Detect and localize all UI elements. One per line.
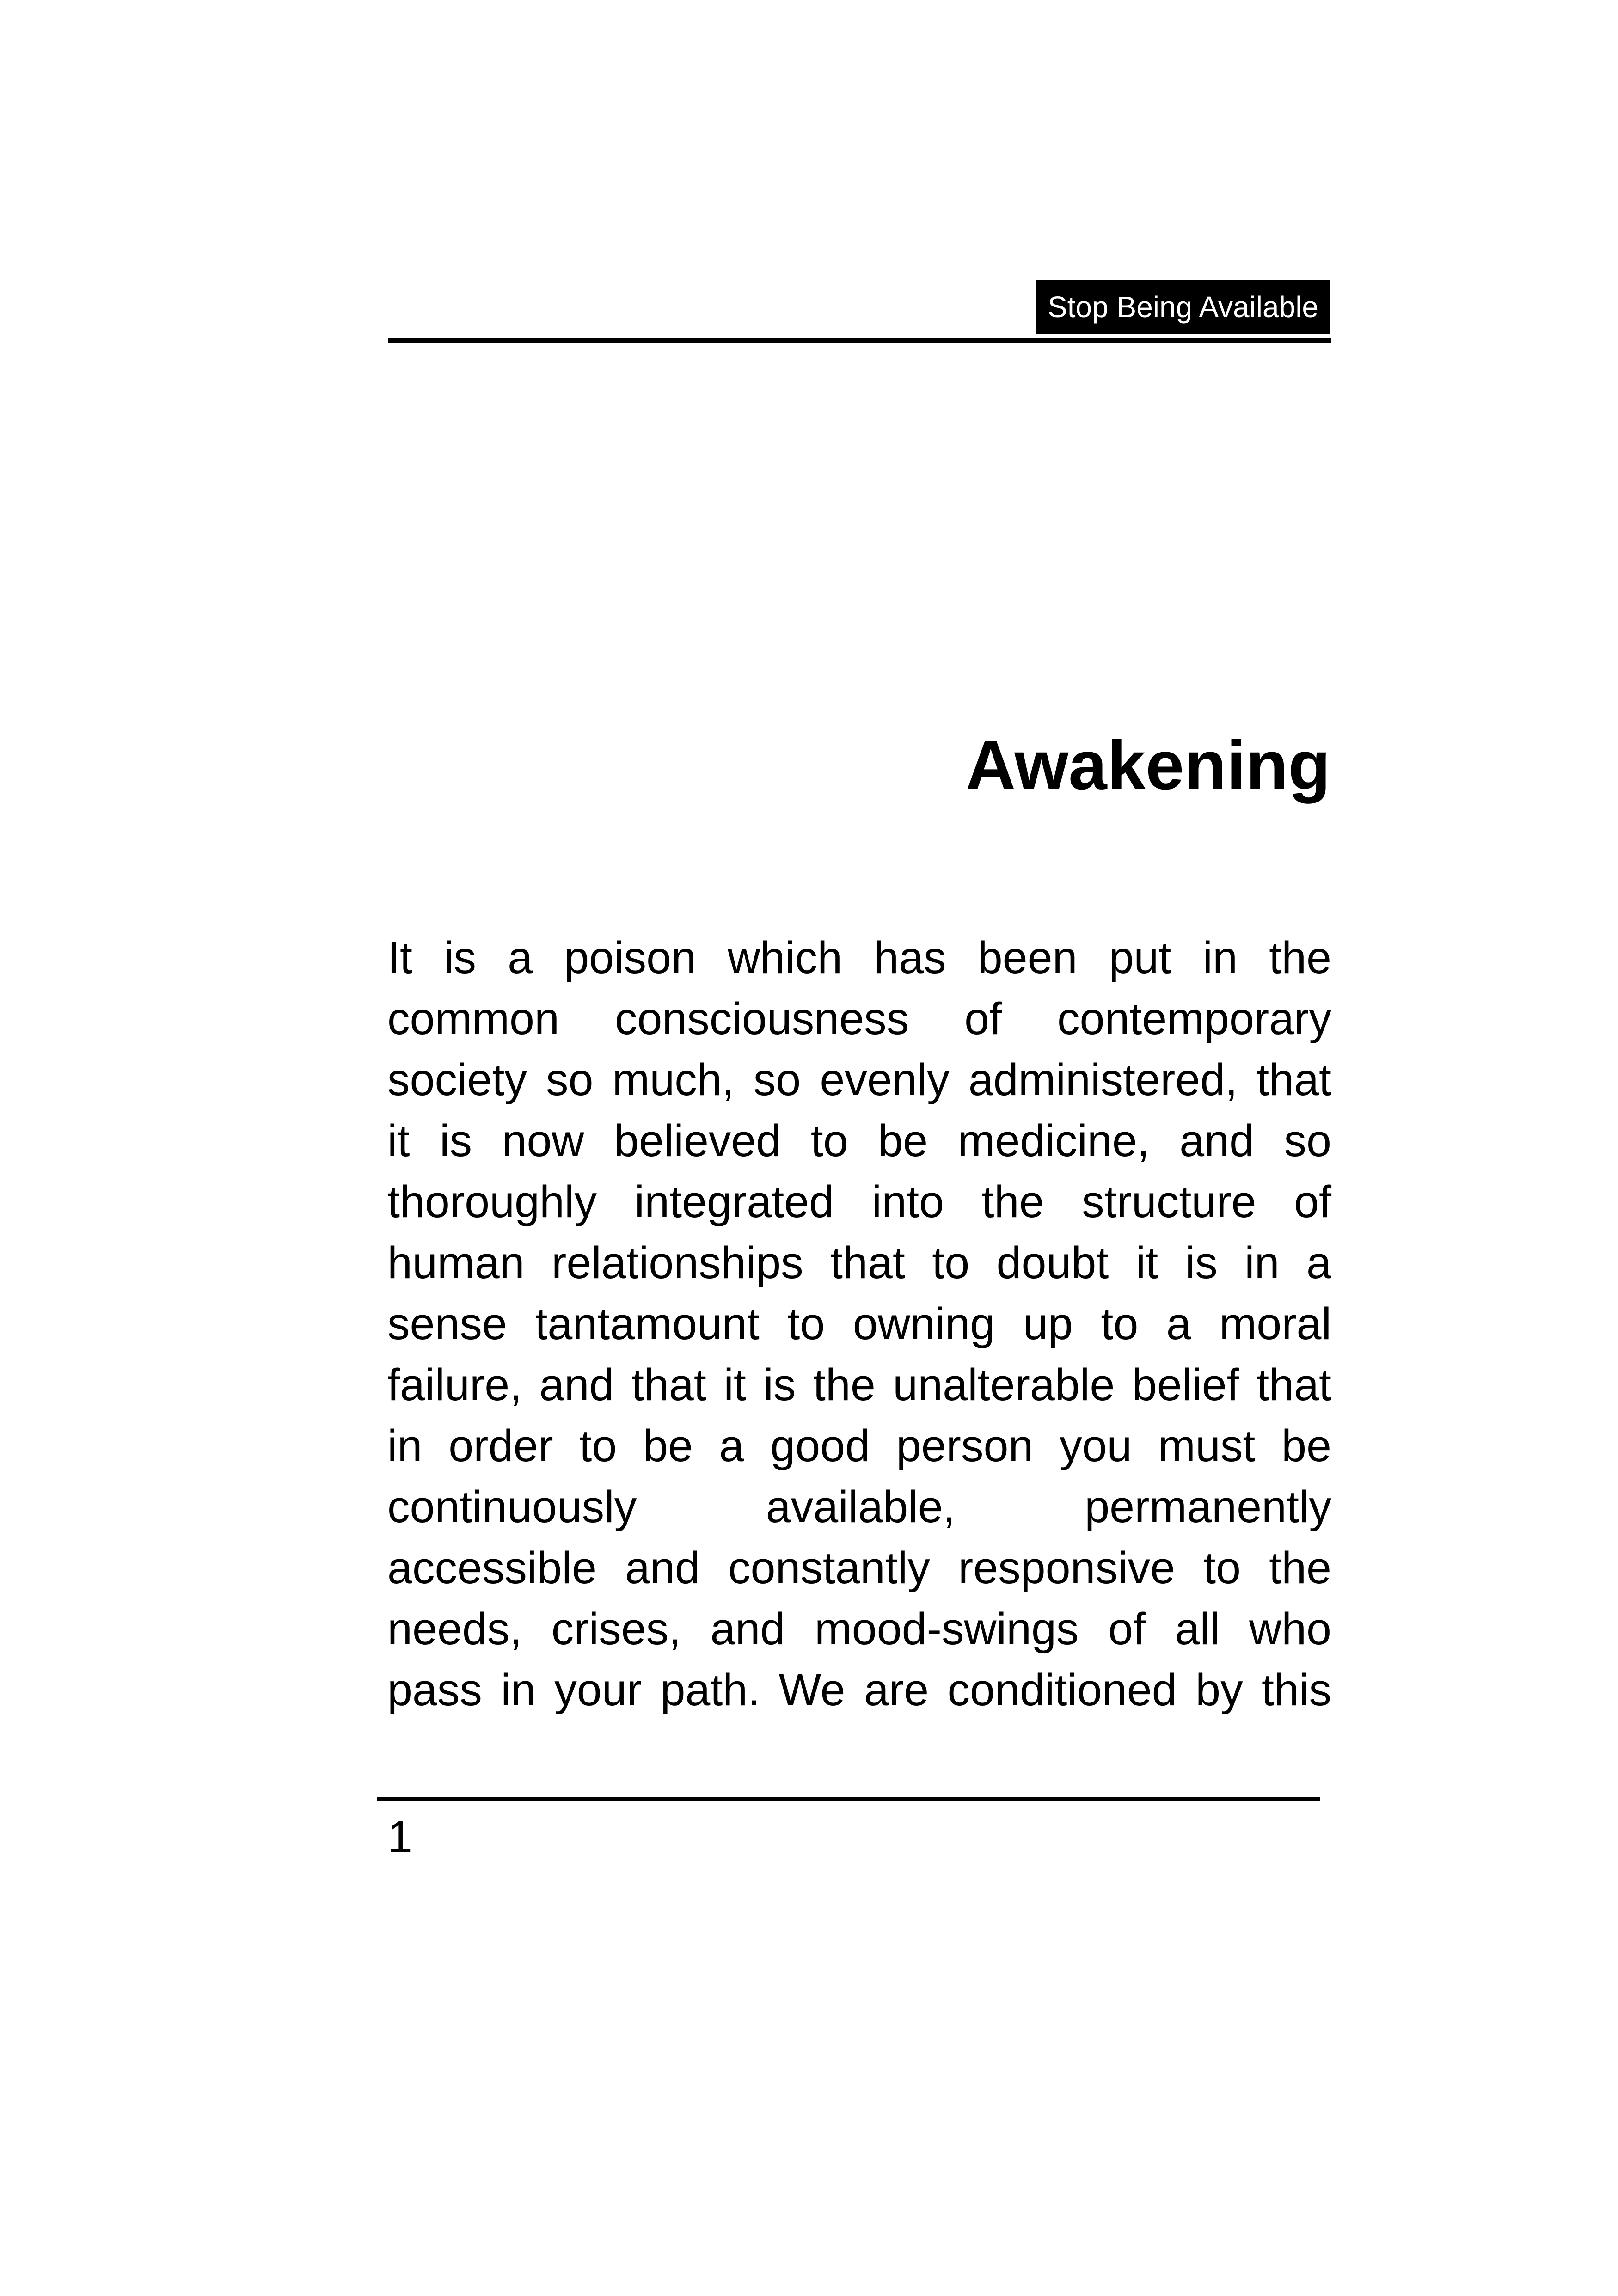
body-line: sense tantamount to owning up to a moral [387,1298,1331,1349]
body-line: needs, crises, and mood-swings of all who [387,1604,1331,1654]
header-rule [388,338,1331,343]
body-line: failure, and that it is the unalterable belief that [387,1359,1331,1410]
body-paragraph [387,927,1331,1720]
body-line: continuously available, permanently [387,1482,1331,1532]
body-line: human relationships that to doubt it is in a [387,1237,1331,1288]
body-line: thoroughly integrated into the structure of [387,1176,1331,1227]
body-line: it is now believed to be medicine, and so [387,1115,1331,1166]
chapter-title: Awakening [965,726,1330,804]
body-line: society so much, so evenly administered, that [387,1054,1331,1105]
body-line: common consciousness of contemporary [387,993,1331,1044]
body-line: in order to be a good person you must be [387,1420,1331,1471]
body-line: accessible and constantly responsive to the [387,1543,1331,1593]
footer-rule [377,1797,1320,1801]
body-line: It is a poison which has been put in the [387,932,1331,983]
page-number: 1 [387,1812,412,1862]
running-header-label: Stop Being Available [1036,280,1330,334]
body-line: pass in your path. We are conditioned by this [387,1665,1331,1715]
